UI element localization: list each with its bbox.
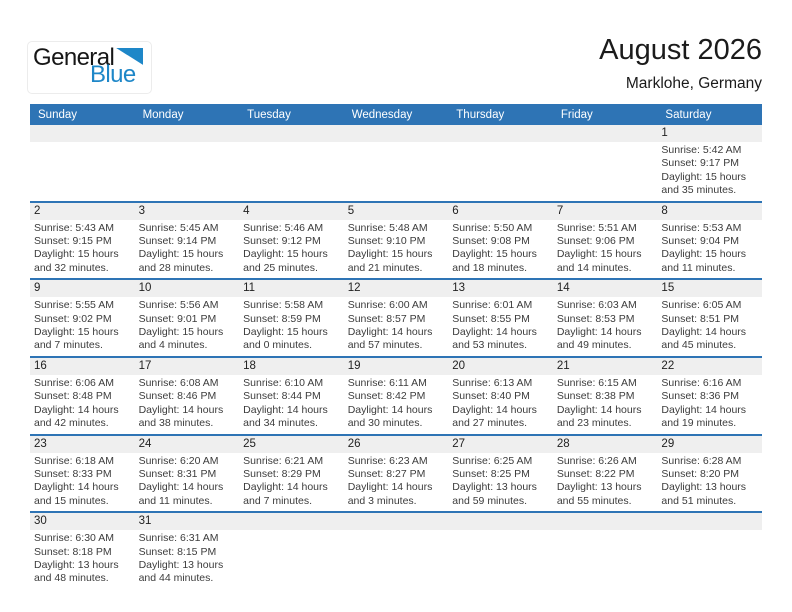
- detail-line: and 55 minutes.: [556, 494, 632, 507]
- day-number: 14: [553, 280, 658, 297]
- detail-line: Sunrise: 5:50 AM: [452, 221, 533, 234]
- detail-line: Sunrise: 5:58 AM: [243, 299, 324, 312]
- calendar-table: [30, 104, 762, 595]
- day-number: 19: [344, 358, 449, 375]
- detail-line: and 28 minutes.: [138, 261, 214, 274]
- day-number: [448, 125, 553, 142]
- day-number: [657, 513, 762, 530]
- day-number: 1: [657, 125, 762, 142]
- detail-line: Sunrise: 5:55 AM: [34, 299, 114, 312]
- calendar-day-cell: [344, 203, 449, 279]
- detail-line: and 45 minutes.: [661, 339, 737, 352]
- detail-line: Sunrise: 5:56 AM: [138, 299, 219, 312]
- detail-line: Sunrise: 6:05 AM: [661, 299, 742, 312]
- detail-line: Daylight: 14 hours: [138, 403, 224, 416]
- detail-line: Sunset: 8:48 PM: [34, 390, 112, 403]
- weekday-header-saturday: Saturday: [665, 108, 712, 121]
- detail-line: Sunset: 8:36 PM: [661, 390, 740, 403]
- day-details: [239, 297, 344, 356]
- month-title: August 2026: [599, 34, 762, 66]
- detail-line: and 51 minutes.: [661, 494, 737, 507]
- detail-line: Sunrise: 6:13 AM: [452, 376, 533, 389]
- detail-line: Sunrise: 5:46 AM: [243, 221, 324, 234]
- calendar-day-cell: [657, 203, 762, 279]
- day-details: [448, 297, 553, 356]
- detail-line: Sunset: 9:14 PM: [138, 235, 217, 248]
- detail-line: Sunrise: 5:43 AM: [34, 221, 114, 234]
- day-details: [135, 530, 240, 589]
- day-number: [30, 125, 135, 142]
- day-number: [239, 513, 344, 530]
- detail-line: Sunset: 9:15 PM: [34, 235, 112, 248]
- day-number: 6: [448, 203, 553, 220]
- calendar-day-cell: [239, 203, 344, 279]
- day-details: [553, 220, 658, 279]
- detail-line: and 0 minutes.: [243, 339, 313, 352]
- calendar-empty-cell: [553, 125, 658, 201]
- calendar-day-cell: [448, 203, 553, 279]
- detail-line: Sunset: 8:44 PM: [243, 390, 321, 403]
- day-details: [344, 220, 449, 279]
- day-number: 21: [553, 358, 658, 375]
- day-details: [30, 220, 135, 279]
- detail-line: Sunset: 9:01 PM: [138, 312, 217, 325]
- detail-line: Sunset: 9:10 PM: [347, 235, 426, 248]
- detail-line: Daylight: 15 hours: [661, 170, 747, 183]
- weekday-header-tuesday: Tuesday: [247, 108, 291, 121]
- detail-line: Sunset: 8:42 PM: [347, 390, 426, 403]
- day-details: [239, 375, 344, 434]
- calendar-day-cell: [553, 358, 658, 434]
- detail-line: Sunrise: 5:48 AM: [347, 221, 428, 234]
- detail-line: Daylight: 15 hours: [34, 248, 119, 261]
- detail-line: Daylight: 14 hours: [347, 481, 433, 494]
- detail-line: and 18 minutes.: [452, 261, 527, 274]
- detail-line: Daylight: 15 hours: [138, 326, 224, 339]
- detail-line: Daylight: 15 hours: [452, 248, 537, 261]
- detail-line: and 49 minutes.: [556, 339, 632, 352]
- day-number: 16: [30, 358, 135, 375]
- general-blue-logo: [27, 41, 152, 94]
- detail-line: Sunset: 9:17 PM: [661, 157, 740, 170]
- detail-line: Sunset: 9:02 PM: [34, 312, 112, 325]
- detail-line: Daylight: 14 hours: [556, 403, 642, 416]
- detail-line: Sunrise: 5:51 AM: [556, 221, 637, 234]
- detail-line: Sunset: 8:25 PM: [452, 467, 530, 480]
- detail-line: Sunrise: 6:25 AM: [452, 454, 533, 467]
- weekday-header-friday: Friday: [560, 108, 593, 121]
- detail-line: Sunset: 8:22 PM: [556, 467, 635, 480]
- logo-word-blue: Blue: [90, 61, 136, 88]
- day-details: [30, 530, 135, 589]
- day-details: [239, 453, 344, 512]
- day-number: 8: [657, 203, 762, 220]
- day-number: 24: [135, 436, 240, 453]
- detail-line: Sunrise: 6:03 AM: [556, 299, 637, 312]
- detail-line: Daylight: 14 hours: [347, 403, 433, 416]
- detail-line: and 7 minutes.: [34, 339, 103, 352]
- day-number: [448, 513, 553, 530]
- detail-line: Daylight: 14 hours: [34, 403, 119, 416]
- calendar-week-row: [30, 280, 762, 358]
- day-details: [344, 453, 449, 512]
- calendar-weeks: [30, 125, 762, 595]
- detail-line: Sunset: 8:20 PM: [661, 467, 740, 480]
- detail-line: Sunrise: 6:15 AM: [556, 376, 637, 389]
- detail-line: and 11 minutes.: [138, 494, 213, 507]
- detail-line: and 11 minutes.: [661, 261, 736, 274]
- calendar-day-cell: [553, 203, 658, 279]
- detail-line: Daylight: 13 hours: [452, 481, 537, 494]
- calendar-day-cell: [135, 513, 240, 595]
- day-details: [553, 375, 658, 434]
- detail-line: and 53 minutes.: [452, 339, 527, 352]
- detail-line: and 32 minutes.: [34, 261, 109, 274]
- calendar-day-cell: [135, 203, 240, 279]
- day-number: [344, 125, 449, 142]
- day-number: 10: [135, 280, 240, 297]
- calendar-day-cell: [239, 280, 344, 356]
- detail-line: Sunrise: 6:08 AM: [138, 376, 219, 389]
- day-details: [135, 453, 240, 512]
- detail-line: Sunset: 9:08 PM: [452, 235, 530, 248]
- detail-line: Daylight: 15 hours: [243, 248, 328, 261]
- day-details: [344, 375, 449, 434]
- calendar-day-cell: [344, 358, 449, 434]
- detail-line: Sunset: 9:06 PM: [556, 235, 635, 248]
- day-details: [135, 297, 240, 356]
- calendar-week-row: [30, 358, 762, 436]
- detail-line: Daylight: 14 hours: [661, 403, 747, 416]
- weekday-header-wednesday: Wednesday: [351, 108, 413, 121]
- calendar-day-cell: [135, 436, 240, 512]
- detail-line: and 30 minutes.: [347, 417, 423, 430]
- detail-line: Sunset: 8:51 PM: [661, 312, 740, 325]
- detail-line: Sunrise: 6:01 AM: [452, 299, 533, 312]
- day-number: 13: [448, 280, 553, 297]
- calendar-day-cell: [135, 358, 240, 434]
- detail-line: Daylight: 14 hours: [347, 326, 433, 339]
- detail-line: and 15 minutes.: [34, 494, 109, 507]
- day-details: [657, 220, 762, 279]
- day-number: 30: [30, 513, 135, 530]
- detail-line: Daylight: 15 hours: [556, 248, 642, 261]
- day-number: 3: [135, 203, 240, 220]
- calendar-day-cell: [30, 358, 135, 434]
- day-number: [135, 125, 240, 142]
- detail-line: Sunset: 9:04 PM: [661, 235, 740, 248]
- detail-line: Sunrise: 6:28 AM: [661, 454, 742, 467]
- calendar-week-row: [30, 203, 762, 281]
- calendar-day-cell: [448, 358, 553, 434]
- calendar-day-cell: [553, 280, 658, 356]
- detail-line: Daylight: 14 hours: [138, 481, 224, 494]
- calendar-day-cell: [657, 125, 762, 201]
- day-number: 31: [135, 513, 240, 530]
- day-number: 7: [553, 203, 658, 220]
- detail-line: and 44 minutes.: [138, 572, 214, 585]
- weekday-header-monday: Monday: [142, 108, 184, 121]
- day-number: 4: [239, 203, 344, 220]
- detail-line: Sunrise: 6:30 AM: [34, 532, 114, 545]
- title-block: [599, 35, 762, 93]
- calendar-empty-cell: [553, 513, 658, 595]
- detail-line: Sunrise: 6:11 AM: [347, 376, 427, 389]
- weekday-header-thursday: Thursday: [456, 108, 505, 121]
- day-number: 12: [344, 280, 449, 297]
- day-number: 5: [344, 203, 449, 220]
- detail-line: and 4 minutes.: [138, 339, 208, 352]
- day-number: 15: [657, 280, 762, 297]
- calendar-day-cell: [239, 436, 344, 512]
- detail-line: Sunset: 8:31 PM: [138, 467, 217, 480]
- day-number: 9: [30, 280, 135, 297]
- logo-word-general: General: [33, 44, 115, 71]
- detail-line: Daylight: 13 hours: [556, 481, 642, 494]
- day-details: [135, 220, 240, 279]
- detail-line: Sunrise: 5:45 AM: [138, 221, 219, 234]
- detail-line: Sunrise: 6:06 AM: [34, 376, 114, 389]
- detail-line: Sunset: 8:27 PM: [347, 467, 426, 480]
- detail-line: Daylight: 15 hours: [347, 248, 433, 261]
- day-details: [30, 297, 135, 356]
- detail-line: and 27 minutes.: [452, 417, 527, 430]
- day-details: [657, 453, 762, 512]
- calendar-week-row: [30, 436, 762, 514]
- detail-line: and 7 minutes.: [243, 494, 313, 507]
- calendar-empty-cell: [239, 125, 344, 201]
- detail-line: Daylight: 14 hours: [452, 403, 537, 416]
- day-details: [344, 297, 449, 356]
- detail-line: Sunset: 8:18 PM: [34, 545, 112, 558]
- day-details: [553, 297, 658, 356]
- day-number: [344, 513, 449, 530]
- day-number: 22: [657, 358, 762, 375]
- detail-line: Sunrise: 6:00 AM: [347, 299, 428, 312]
- detail-line: Sunrise: 6:10 AM: [243, 376, 324, 389]
- calendar-empty-cell: [448, 513, 553, 595]
- detail-line: and 23 minutes.: [556, 417, 632, 430]
- detail-line: Daylight: 14 hours: [661, 326, 747, 339]
- calendar-empty-cell: [344, 513, 449, 595]
- detail-line: and 48 minutes.: [34, 572, 109, 585]
- detail-line: Sunset: 8:53 PM: [556, 312, 635, 325]
- detail-line: Sunset: 8:15 PM: [138, 545, 217, 558]
- detail-line: Sunrise: 6:16 AM: [661, 376, 742, 389]
- detail-line: Daylight: 13 hours: [661, 481, 747, 494]
- day-details: [30, 375, 135, 434]
- detail-line: Daylight: 15 hours: [138, 248, 224, 261]
- calendar-day-cell: [30, 436, 135, 512]
- detail-line: Daylight: 15 hours: [34, 326, 119, 339]
- detail-line: Sunrise: 6:26 AM: [556, 454, 637, 467]
- day-details: [448, 220, 553, 279]
- day-number: 17: [135, 358, 240, 375]
- day-number: [239, 125, 344, 142]
- calendar-day-cell: [657, 358, 762, 434]
- calendar-day-cell: [657, 436, 762, 512]
- calendar-empty-cell: [239, 513, 344, 595]
- calendar-day-cell: [553, 436, 658, 512]
- day-details: [448, 375, 553, 434]
- detail-line: Sunset: 8:55 PM: [452, 312, 530, 325]
- detail-line: Sunrise: 5:53 AM: [661, 221, 742, 234]
- detail-line: and 34 minutes.: [243, 417, 318, 430]
- day-number: 28: [553, 436, 658, 453]
- detail-line: Sunset: 8:57 PM: [347, 312, 426, 325]
- detail-line: and 35 minutes.: [661, 184, 737, 197]
- detail-line: Daylight: 13 hours: [138, 558, 224, 571]
- calendar-day-cell: [448, 280, 553, 356]
- detail-line: and 59 minutes.: [452, 494, 527, 507]
- calendar-week-row: [30, 125, 762, 203]
- day-number: 25: [239, 436, 344, 453]
- day-details: [30, 453, 135, 512]
- detail-line: Daylight: 14 hours: [452, 326, 537, 339]
- detail-line: Sunset: 8:29 PM: [243, 467, 321, 480]
- calendar-empty-cell: [657, 513, 762, 595]
- detail-line: Sunset: 8:46 PM: [138, 390, 217, 403]
- detail-line: Daylight: 14 hours: [243, 481, 328, 494]
- day-number: 27: [448, 436, 553, 453]
- calendar-day-cell: [239, 358, 344, 434]
- detail-line: and 14 minutes.: [556, 261, 632, 274]
- detail-line: and 25 minutes.: [243, 261, 318, 274]
- calendar-day-cell: [448, 436, 553, 512]
- calendar-empty-cell: [448, 125, 553, 201]
- day-details: [657, 297, 762, 356]
- day-details: [448, 453, 553, 512]
- calendar-day-cell: [30, 513, 135, 595]
- weekday-header-sunday: Sunday: [38, 108, 78, 121]
- detail-line: Sunrise: 6:18 AM: [34, 454, 114, 467]
- day-details: [553, 453, 658, 512]
- detail-line: and 38 minutes.: [138, 417, 214, 430]
- detail-line: and 42 minutes.: [34, 417, 109, 430]
- day-details: [657, 375, 762, 434]
- day-number: 2: [30, 203, 135, 220]
- day-number: 26: [344, 436, 449, 453]
- detail-line: and 19 minutes.: [661, 417, 737, 430]
- day-details: [239, 220, 344, 279]
- detail-line: Sunrise: 6:23 AM: [347, 454, 428, 467]
- calendar-day-cell: [344, 280, 449, 356]
- detail-line: Daylight: 15 hours: [661, 248, 747, 261]
- detail-line: Daylight: 15 hours: [243, 326, 328, 339]
- detail-line: Sunset: 8:38 PM: [556, 390, 635, 403]
- calendar-day-cell: [30, 280, 135, 356]
- detail-line: Sunrise: 6:21 AM: [243, 454, 324, 467]
- calendar-day-cell: [657, 280, 762, 356]
- day-details: [657, 142, 762, 201]
- detail-line: Daylight: 14 hours: [243, 403, 328, 416]
- detail-line: Sunrise: 6:20 AM: [138, 454, 219, 467]
- calendar-empty-cell: [30, 125, 135, 201]
- calendar-empty-cell: [135, 125, 240, 201]
- day-number: [553, 125, 658, 142]
- calendar-empty-cell: [344, 125, 449, 201]
- day-number: 20: [448, 358, 553, 375]
- day-number: 18: [239, 358, 344, 375]
- location-subtitle: Marklohe, Germany: [625, 74, 762, 92]
- detail-line: and 3 minutes.: [347, 494, 417, 507]
- day-number: 29: [657, 436, 762, 453]
- detail-line: and 57 minutes.: [347, 339, 423, 352]
- detail-line: Sunrise: 5:42 AM: [661, 144, 742, 156]
- weekday-header-row: [30, 104, 762, 125]
- detail-line: Daylight: 13 hours: [34, 558, 119, 571]
- day-details: [135, 375, 240, 434]
- day-number: [553, 513, 658, 530]
- detail-line: Daylight: 14 hours: [34, 481, 119, 494]
- detail-line: Sunset: 8:59 PM: [243, 312, 321, 325]
- calendar-week-row: [30, 513, 762, 595]
- day-number: 11: [239, 280, 344, 297]
- detail-line: Sunset: 9:12 PM: [243, 235, 321, 248]
- detail-line: Daylight: 14 hours: [556, 326, 642, 339]
- calendar-day-cell: [30, 203, 135, 279]
- calendar-day-cell: [135, 280, 240, 356]
- detail-line: and 21 minutes.: [347, 261, 423, 274]
- calendar-day-cell: [344, 436, 449, 512]
- detail-line: Sunset: 8:40 PM: [452, 390, 530, 403]
- detail-line: Sunset: 8:33 PM: [34, 467, 112, 480]
- day-number: 23: [30, 436, 135, 453]
- detail-line: Sunrise: 6:31 AM: [138, 532, 219, 545]
